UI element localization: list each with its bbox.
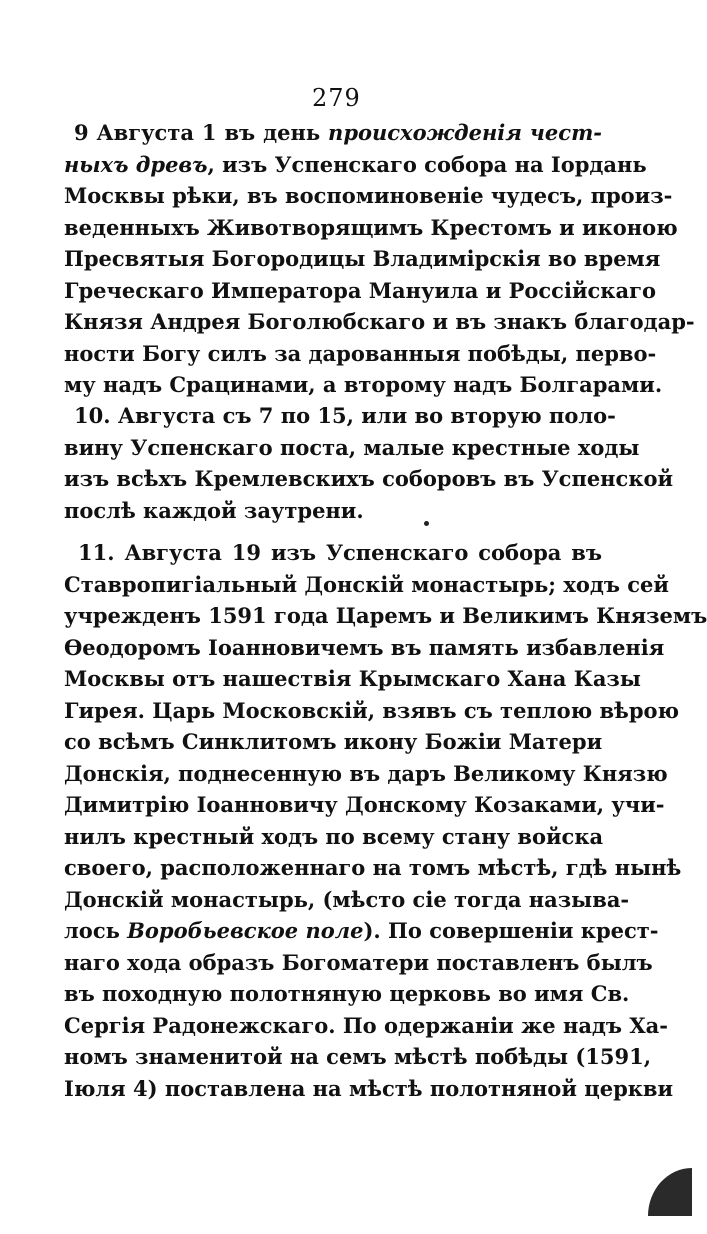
text-segment: ныхъ древъ [64, 151, 208, 177]
text-segment: номъ знаменитой на семъ мѣстѣ побѣды (1591, [64, 1044, 652, 1069]
text-segment: Ставропигіальный Донскій монастырь; ходъ сей [64, 571, 669, 597]
text-segment: му надъ Срацинами, а второму надъ Болгарами. [64, 372, 663, 397]
text-segment: , изъ Успенскаго собора на Іордань [207, 151, 647, 177]
text-segment: вину Успенскаго поста, малые крестные ходы [64, 434, 640, 460]
text-line [64, 947, 653, 979]
text-segment: Донскія, поднесенную въ даръ Великому Князю [64, 760, 668, 786]
text-line [64, 306, 695, 338]
text-segment: учрежденъ 1591 года Царемъ и Великимъ Княземъ [64, 603, 707, 628]
text-segment: 9 Августа 1 въ день [74, 120, 329, 145]
text-segment: въ походную полотняную церковь во имя Св. [64, 981, 630, 1006]
text-line [64, 1041, 652, 1073]
text-line [64, 726, 602, 758]
ink-speck [424, 521, 429, 526]
text-line [64, 569, 669, 601]
text-line [64, 821, 602, 853]
text-line [64, 432, 640, 464]
text-line [64, 915, 659, 947]
text-segment: со всѣмъ Синклитомъ икону Божіи Матери [64, 729, 603, 754]
text-line [64, 495, 602, 527]
text-segment: Воробьевское поле [127, 918, 364, 943]
text-segment: своего, расположеннаго на томъ мѣстѣ, гдѣ нынѣ [64, 855, 682, 880]
text-line [64, 852, 682, 884]
text-segment: изъ всѣхъ Кремлевскихъ соборовъ въ Успенской [64, 466, 674, 491]
text-line [64, 663, 641, 695]
text-line [64, 695, 680, 727]
text-segment: ности Богу силъ за дарованныя побѣды, перво- [64, 340, 657, 366]
text-line [64, 212, 678, 244]
text-segment: Ѳеодоромъ Іоанновичемъ въ память избавленія [64, 634, 665, 660]
paragraph-august-9 [64, 117, 695, 401]
text-segment: 11. Августа 19 изъ Успенскаго собора въ [78, 540, 602, 565]
text-line [64, 758, 668, 790]
text-line [64, 400, 616, 432]
text-line [64, 537, 602, 569]
page-corner-mark [648, 1168, 692, 1216]
text-segment: Князя Андрея Боголюбскаго и въ знакъ благодар- [64, 309, 695, 334]
text-segment: Москвы отъ нашествія Крымскаго Хана Казы [64, 666, 641, 691]
text-segment: Донскій монастырь, (мѣсто сіе тогда называ- [64, 886, 630, 912]
text-line [64, 463, 674, 495]
paragraph-august-11 [64, 537, 707, 1104]
text-line [64, 275, 656, 307]
text-segment: послѣ каждой заутрени. [64, 497, 364, 523]
text-segment: лось [64, 918, 128, 943]
text-line [64, 1073, 674, 1105]
text-line [64, 1010, 668, 1042]
text-line [64, 789, 665, 821]
text-line [64, 369, 663, 401]
page-number: 279 [312, 84, 361, 112]
text-line [64, 978, 630, 1010]
text-segment: Сергія Радонежскаго. По одержаніи же надъ Ха- [64, 1012, 668, 1038]
text-segment: Гирея. Царь Московскій, взявъ съ теплою вѣрою [64, 697, 680, 723]
text-line [64, 338, 657, 370]
text-line [64, 243, 661, 275]
text-segment: Димитрію Іоанновичу Донскому Козаками, учи- [64, 792, 665, 817]
paragraph-august-10 [64, 400, 674, 526]
text-segment: происхожденія чест- [328, 120, 603, 145]
text-segment: 10. Августа съ 7 по 15, или во вторую поло- [74, 403, 616, 428]
text-segment: наго хода образъ Богоматери поставленъ былъ [64, 949, 653, 975]
text-segment: Греческаго Императора Мануила и Россійскаго [64, 277, 656, 303]
text-segment: нилъ крестный ходъ по всему стану войска [64, 823, 604, 849]
text-segment: Пресвятыя Богородицы Владимірскія во время [64, 246, 661, 271]
text-segment: Іюля 4) поставлена на мѣстѣ полотняной церкви [64, 1075, 674, 1101]
text-line [64, 149, 647, 181]
text-line [64, 632, 665, 664]
text-segment: ). По совершеніи крест- [363, 918, 659, 943]
text-segment: Москвы рѣки, въ воспоминовеніе чудесъ, произ- [64, 183, 673, 208]
text-segment: веденныхъ Животворящимъ Крестомъ и иконою [64, 214, 678, 240]
text-line [64, 884, 630, 916]
text-line [64, 117, 602, 149]
text-line [64, 180, 673, 212]
text-line [64, 600, 707, 632]
